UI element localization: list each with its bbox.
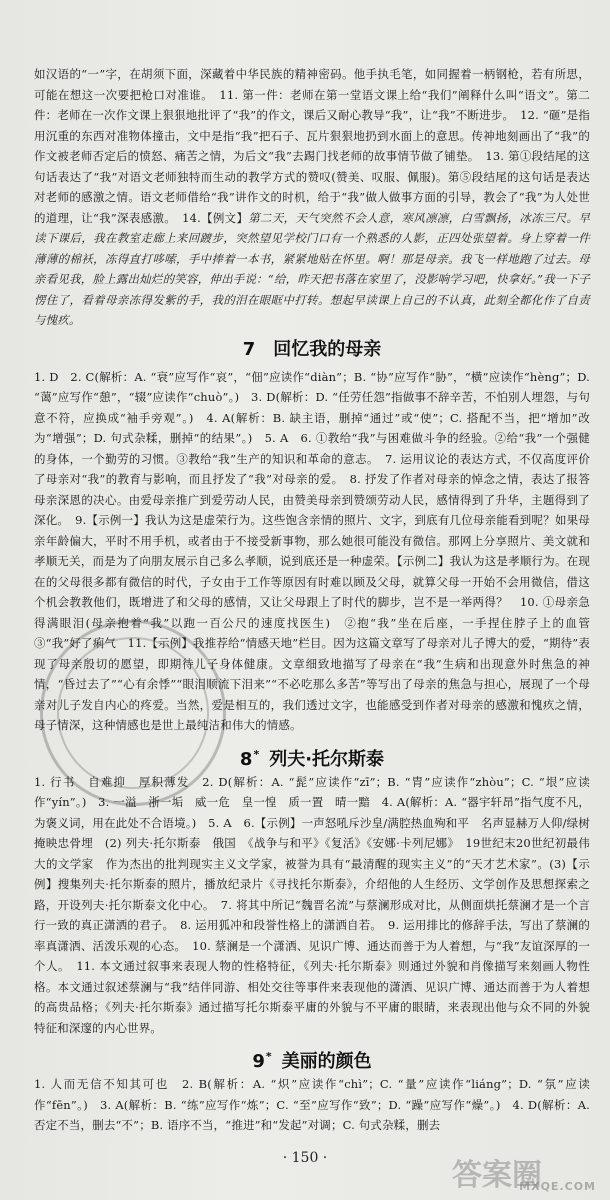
page-number: · 150 · (282, 1150, 328, 1166)
section-heading-8: 8* 列夫·托尔斯泰 (239, 747, 385, 770)
section-7-answers: 1. D 2. C(解析：A. “衰”应写作“哀”，“佃”应读作“diàn”；B. “协”应写作“胁”，“横”应读作“hèng”；D. “蔼”应写作“憩”，“辍”应读作“chuò”。) 3. D(解析：D. “任劳任怨”指做事不辞辛苦，不怕别人埋怨，与句意不符，应换成“袖手旁观”。) 4. A(解析：B. 缺主语，删掉“通过”或“使”；C. 搭配不当，把“增加”改为“增强”；D. 句式杂糅，删掉“的结果”。) 5. A 6. ①教给“我”与困难做斗争的经验。②给“我”一个强健的身体，一个勤劳的习惯。③教给“我”生产的知识和革命的意志。 7. 运用议论的表达方式，不仅高度评价了母亲对“我”的教育与影响，而且抒发了“我”对母亲的爱。 8. 抒发了作者对母亲的悼念之情，表达了报答母亲深恩的决心。由爱母亲推广到爱劳动人民，由赞美母亲到赞颂劳动人民，感情得到了升华，主题得到了深化。 9.【示例一】我认为这是虚荣行为。这些饱含亲情的照片、文字，到底有几位母亲能看到呢？如果母亲年龄偏大，平时不用手机，或者由于不接受新事物，那么她很可能没有微信。那网上分享照片、美文就和孝顺无关，而是为了向朋友展示自己多么孝顺，说到底还是一种虚荣。【示例二】我认为这是孝顺行为。在现在的父母很多都有微信的时代，子女由于工作等原因有时难以顾及父母，就算父母一开始不会用微信，借这个机会教教他们，既增进了和父母的感情，又让父母跟上了时代的脚步，岂不是一举两得？ 10. ①母亲急得满眼泪(母亲抱着“我”以跑一百公尺的速度找医生) ②抱“我”坐在后座，一手捏住脖子上的血管 ③“我”好了痢气 11.【示例】我推荐给“情感天地”栏目。因为这篇文章写了母亲对儿子博大的爱，“期待”表现了母亲殷切的愿望，即期待儿子身体健康。文章细致地描写了母亲在“我”生病和出现意外时焦急的神情，“昏过去了”“心有余悸”“眼泪顺流下泪来”“不必吃那么多苦”等写出了母亲的焦急与担心，展现了一个母亲对儿子发自内心的疼爱。当然，爱是相互的，我们透过文字，也能感受到作者对母亲的感激和愧疚之情，母子情深，这种情感也是世上最纯洁和伟大的情感。 (34, 369, 602, 732)
section-9-answers: 1. 人而无信不知其可也 2. B(解析：A. “炽”应读作“chì”；C. “量”应读作“liáng”；D. “氛”应读作“fēn”。) 3. A(解析：B. “练”应写作“炼”；C. “至”应写作“致”；D. “躁”应写作“燥”。) 4. D(解析：A. 否定不当，删去“不”；B. 语序不当，“推进”和“发起”对调；C. 句式杂糅，删去 (34, 1077, 590, 1132)
example-essay-handwriting: 第二天，天气突然不会人意，寒风凛凛，白雪飘扬，冰冻三尺。早读下课后，我在教室走廊上来回踱步，突然望见学校门口有一个熟悉的人影，正四处张望着。身上穿着一件薄薄的棉袄，冻得直打哆嗦，手中捧着一本书，紧紧地贴在怀里。啊！那是母亲。我飞一样地跑了过去。母亲看见我，脸上露出灿烂的笑容，伸出手说：“给，昨天把书落在家里了，没影响学习吧，快拿好。”我一下子愣住了，看着母亲冻得发紫的手，我的泪在眼眶中打转。想起早读课上自己的不认真，此刻全都化作了自责与愧疚。 (34, 210, 590, 327)
section-heading-9: 9* 美丽的颜色 (252, 1050, 372, 1072)
watermark-url: MXQE.COM (519, 1180, 596, 1193)
watermark-logo-icon: 答案圈 (452, 1158, 542, 1193)
site-watermark (452, 1150, 602, 1194)
star-mark: * (265, 1050, 272, 1063)
text-column (34, 64, 602, 1136)
section-heading-7: 7 回忆我的母亲 (242, 338, 382, 360)
star-mark: * (253, 747, 260, 761)
answer-paragraph-top: 如汉语的“一”字，在胡须下面，深藏着中华民族的精神密码。他手执毛笔，如同握着一柄钢枪，若有所思，可能在想这一次要把枪口对准谁。 11. 第一件：老师在第一堂语文课上给“我们”阐释什么叫“语文”。第二件：老师在一次作文课上狠狠地批评了“我”的作文，课后又耐心教导“我”，让“我”不断进步。 12. “砸”是指用沉重的东西对准物体撞击，文中是指“我”把石子、瓦片狠狠地扔到水面上的意思。传神地刻画出了“我”的作文被老师否定后的愤怒、痛苦之情，为后文“我”去踢门找老师的故事情节做了铺垫。 13. 第①段结尾的这句话表达了“我”对语文老师独特而生动的教学方式的赞叹(赞美、叹服、佩服)。第⑤段结尾的这句话是表达对老师的感激之情。语文老师借给“我”讲作文的时机，给于“我”做人做事方面的引导，教会了“我”为人处世的道理，让“我”深表感激。 14.【例文】第二天，天气突然不会人意，寒风凛凛，白雪飘扬，冰冻三尺。早读下课后，我在教室走廊上来回踱步，突然望见学校门口有一个熟悉的人影，正四处张望着。身上穿着一件薄薄的棉袄，冻得直打哆嗦，手中捧着一本书，紧紧地贴在怀里。啊！那是母亲。我飞一样地跑了过去。母亲看见我，脸上露出灿烂的笑容，伸出手说：“给，昨天把书落在家里了，没影响学习吧，快拿好。”我一下子愣住了，看着母亲冻得发紫的手，我的泪在眼眶中打转。想起早读课上自己的不认真，此刻全都化作了自责与愧疚。 (34, 67, 590, 327)
section-8-answers: 1. 行书 自难抑 厚积薄发 2. D(解析：A. “髭”应读作“zī”；B. “胄”应读作“zhòu”；C. “垠”应读作“yín”。) 3. 一溢 浙一垢 威一危 皇一惶 质一置 晴一黯 4. A(解析：A. “器宇轩昂”指气度不凡，为褒义词，用在此处不合语境。) 5. A 6.【示例】一声怒吼斥沙皇/满腔热血殉和平 名声显赫万人仰/绿树掩映忠骨埋 (2) 列夫·托尔斯泰 俄国 《战争与和平》《复活》《安娜·卡列尼娜》 19世纪末20世纪初最伟大的文学家 作为杰出的批判现实主义文学家，被誉为具有“最清醒的现实主义”的“天才艺术家”。(3)【示例】搜集列夫·托尔斯泰的照片，播放纪录片《寻找托尔斯泰》，介绍他的人生经历、文学创作及思想探索之路，开设列夫·托尔斯泰文化中心。 7. 将其中所记“魏晋名流”与蔡澜形成对比，从侧面烘托蔡澜才是一个言行一致的真正潇洒的君子。 8. 运用狐冲和段誉性格上的潇洒自若。 9. 运用排比的修辞手法，写出了蔡澜的率真潇洒、活泼乐观的心态。 10. 蔡澜是一个潇洒、见识广博、通达而善于为人着想，与“我”友谊深厚的一个人。 11. 本文通过叙事来表现人物的性格特征，《列夫·托尔斯泰》则通过外貌和肖像描写来刻画人物性格。本文通过叙述蔡澜与“我”结伴同游、相处交往等事件来表现他的潇洒、见识广博、通达而善于为人着想的高贵品格；《列夫·托尔斯泰》通过描写托尔斯泰平庸的外貌与不平庸的眼睛，来表现出他与众不同的外貌特征和深邃的内心世界。 (34, 774, 590, 1035)
